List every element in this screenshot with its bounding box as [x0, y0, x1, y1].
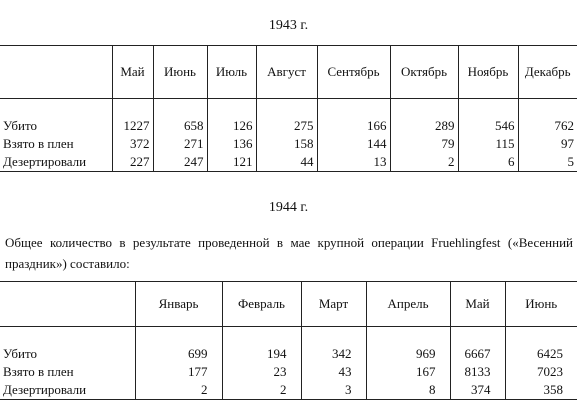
table-row	[0, 117, 577, 135]
table-row	[0, 135, 577, 153]
table-cell: 43	[301, 363, 366, 381]
table-1943-header-october: Октябрь	[390, 46, 458, 99]
table-cell: 372	[112, 135, 153, 153]
table-cell: 342	[301, 345, 366, 363]
table-cell: 44	[256, 153, 317, 172]
table-1944-header-row	[0, 282, 577, 327]
table-cell: 2	[222, 381, 301, 400]
table-1943-header-august: Август	[256, 46, 317, 99]
table-row	[0, 381, 577, 400]
table-cell: 166	[317, 117, 390, 135]
table-cell: 546	[458, 117, 518, 135]
table-1944-header-april: Апрель	[366, 282, 450, 327]
table-1944-header-march: Март	[301, 282, 366, 327]
table-1944	[0, 281, 577, 400]
table-cell: 6	[458, 153, 518, 172]
row-label: Убито	[3, 118, 37, 133]
table-cell: 6667	[450, 345, 505, 363]
table-1944-header-june: Июнь	[505, 282, 577, 327]
table-cell: 6425	[505, 345, 577, 363]
table-cell: 227	[112, 153, 153, 172]
table-cell: 115	[458, 135, 518, 153]
table-cell: 969	[366, 345, 450, 363]
table-cell: 144	[317, 135, 390, 153]
table-cell: 177	[135, 363, 222, 381]
table-cell: 136	[207, 135, 256, 153]
table-1943-spacer-row	[0, 99, 577, 118]
table-1944-header-corner	[0, 282, 135, 327]
table-1943-header-corner	[0, 46, 112, 99]
table-cell: 194	[222, 345, 301, 363]
table-1943-header-row	[0, 46, 577, 99]
table-1943	[0, 45, 577, 172]
table-cell: 358	[505, 381, 577, 400]
table-cell: 126	[207, 117, 256, 135]
table-1943-header-may: Май	[112, 46, 153, 99]
table-cell: 374	[450, 381, 505, 400]
table-cell: 2	[135, 381, 222, 400]
table-cell: 121	[207, 153, 256, 172]
table-cell: 762	[518, 117, 577, 135]
table-1943-header-september: Сентябрь	[317, 46, 390, 99]
table-1944-header-february: Февраль	[222, 282, 301, 327]
table-cell: 23	[222, 363, 301, 381]
row-label: Убито	[3, 346, 37, 361]
table-cell: 289	[390, 117, 458, 135]
table-cell: 275	[256, 117, 317, 135]
table-cell: 247	[153, 153, 207, 172]
table-cell: 7023	[505, 363, 577, 381]
table-1944-header-january: Январь	[135, 282, 222, 327]
table-1944-header-may: Май	[450, 282, 505, 327]
table-cell: 3	[301, 381, 366, 400]
intro-paragraph: Общее количество в результате проведенной в мае крупной операции Fruehlingfest («Весенний праздник») составило:	[5, 235, 573, 271]
table-cell: 699	[135, 345, 222, 363]
table-cell: 5	[518, 153, 577, 172]
heading-1943: 1943 г.	[268, 18, 309, 33]
table-cell: 79	[390, 135, 458, 153]
table-row	[0, 363, 577, 381]
table-cell: 167	[366, 363, 450, 381]
table-1944-spacer-row	[0, 327, 577, 346]
heading-1944: 1944 г.	[268, 200, 309, 215]
row-label: Дезертировали	[0, 153, 112, 172]
table-cell: 2	[390, 153, 458, 172]
table-cell: 1227	[112, 117, 153, 135]
table-1943-header-july: Июль	[207, 46, 256, 99]
table-cell: 8133	[450, 363, 505, 381]
table-cell: 8	[366, 381, 450, 400]
table-cell: 97	[518, 135, 577, 153]
table-cell: 271	[153, 135, 207, 153]
table-cell: 658	[153, 117, 207, 135]
table-cell: 158	[256, 135, 317, 153]
table-row	[0, 345, 577, 363]
table-row	[0, 153, 577, 172]
table-cell: 13	[317, 153, 390, 172]
row-label: Взято в плен	[3, 136, 74, 151]
row-label: Взято в плен	[3, 364, 74, 379]
row-label: Дезертировали	[0, 381, 135, 400]
table-1943-header-november: Ноябрь	[458, 46, 518, 99]
table-1943-header-june: Июнь	[153, 46, 207, 99]
table-1943-header-december: Декабрь	[518, 46, 577, 99]
